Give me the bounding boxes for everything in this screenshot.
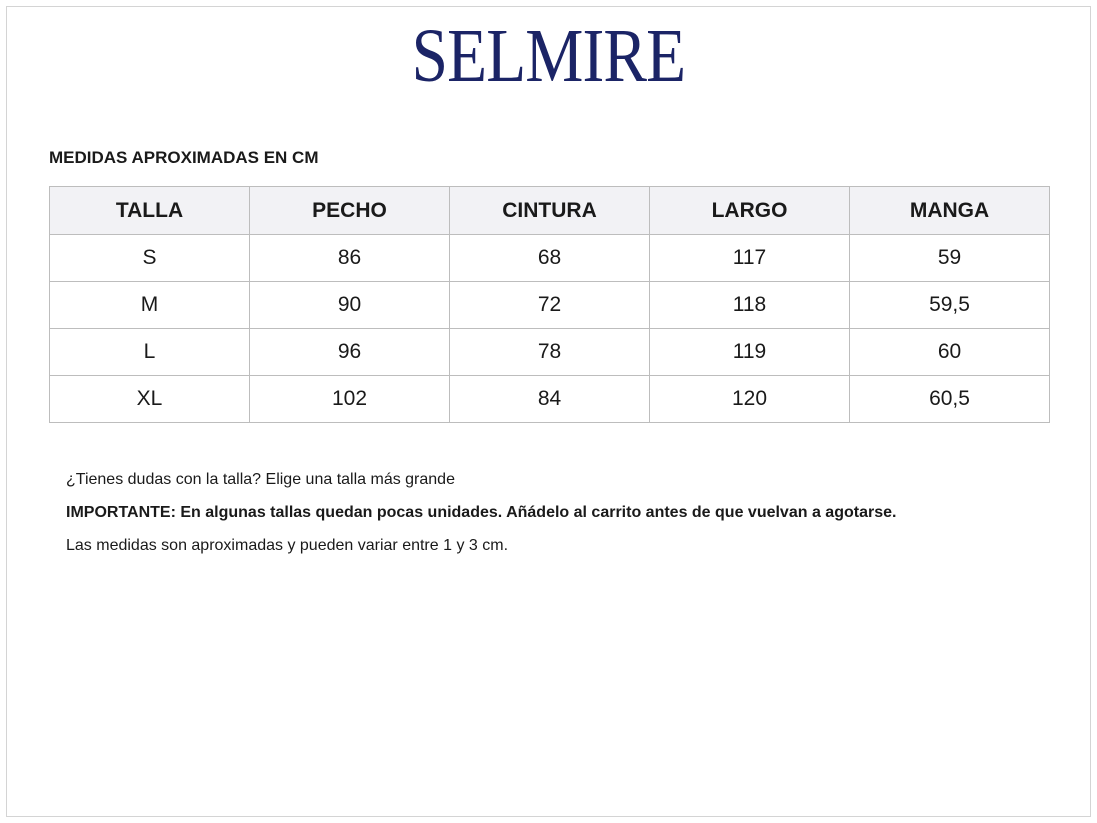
cell-cintura: 84 bbox=[450, 376, 650, 423]
header-cintura: CINTURA bbox=[450, 187, 650, 235]
cell-talla: XL bbox=[50, 376, 250, 423]
cell-talla: L bbox=[50, 329, 250, 376]
cell-manga: 59 bbox=[850, 235, 1050, 282]
notes-block bbox=[66, 470, 896, 569]
table-header-row bbox=[50, 187, 1050, 235]
note-size-doubt: ¿Tienes dudas con la talla? Elige una talla más grande bbox=[66, 471, 455, 488]
cell-manga: 59,5 bbox=[850, 282, 1050, 329]
cell-cintura: 72 bbox=[450, 282, 650, 329]
header-manga: MANGA bbox=[850, 187, 1050, 235]
cell-pecho: 102 bbox=[250, 376, 450, 423]
cell-largo: 120 bbox=[650, 376, 850, 423]
table-row bbox=[50, 282, 1050, 329]
header-largo: LARGO bbox=[650, 187, 850, 235]
cell-pecho: 90 bbox=[250, 282, 450, 329]
cell-manga: 60,5 bbox=[850, 376, 1050, 423]
cell-cintura: 78 bbox=[450, 329, 650, 376]
brand-logo: SELMIRE bbox=[411, 14, 686, 98]
table-row bbox=[50, 235, 1050, 282]
cell-cintura: 68 bbox=[450, 235, 650, 282]
cell-manga: 60 bbox=[850, 329, 1050, 376]
header-pecho: PECHO bbox=[250, 187, 450, 235]
note-measure-variance: Las medidas son aproximadas y pueden variar entre 1 y 3 cm. bbox=[66, 537, 509, 554]
cell-talla: M bbox=[50, 282, 250, 329]
cell-pecho: 96 bbox=[250, 329, 450, 376]
note-important: IMPORTANTE: En algunas tallas quedan pocas unidades. Añádelo al carrito antes de que vuelvan a agotarse. bbox=[66, 504, 897, 521]
table-row bbox=[50, 376, 1050, 423]
cell-largo: 117 bbox=[650, 235, 850, 282]
cell-talla: S bbox=[50, 235, 250, 282]
cell-pecho: 86 bbox=[250, 235, 450, 282]
size-chart-table bbox=[49, 186, 1050, 423]
table-row bbox=[50, 329, 1050, 376]
section-title: MEDIDAS APROXIMADAS EN CM bbox=[49, 148, 319, 167]
cell-largo: 119 bbox=[650, 329, 850, 376]
cell-largo: 118 bbox=[650, 282, 850, 329]
header-talla: TALLA bbox=[50, 187, 250, 235]
